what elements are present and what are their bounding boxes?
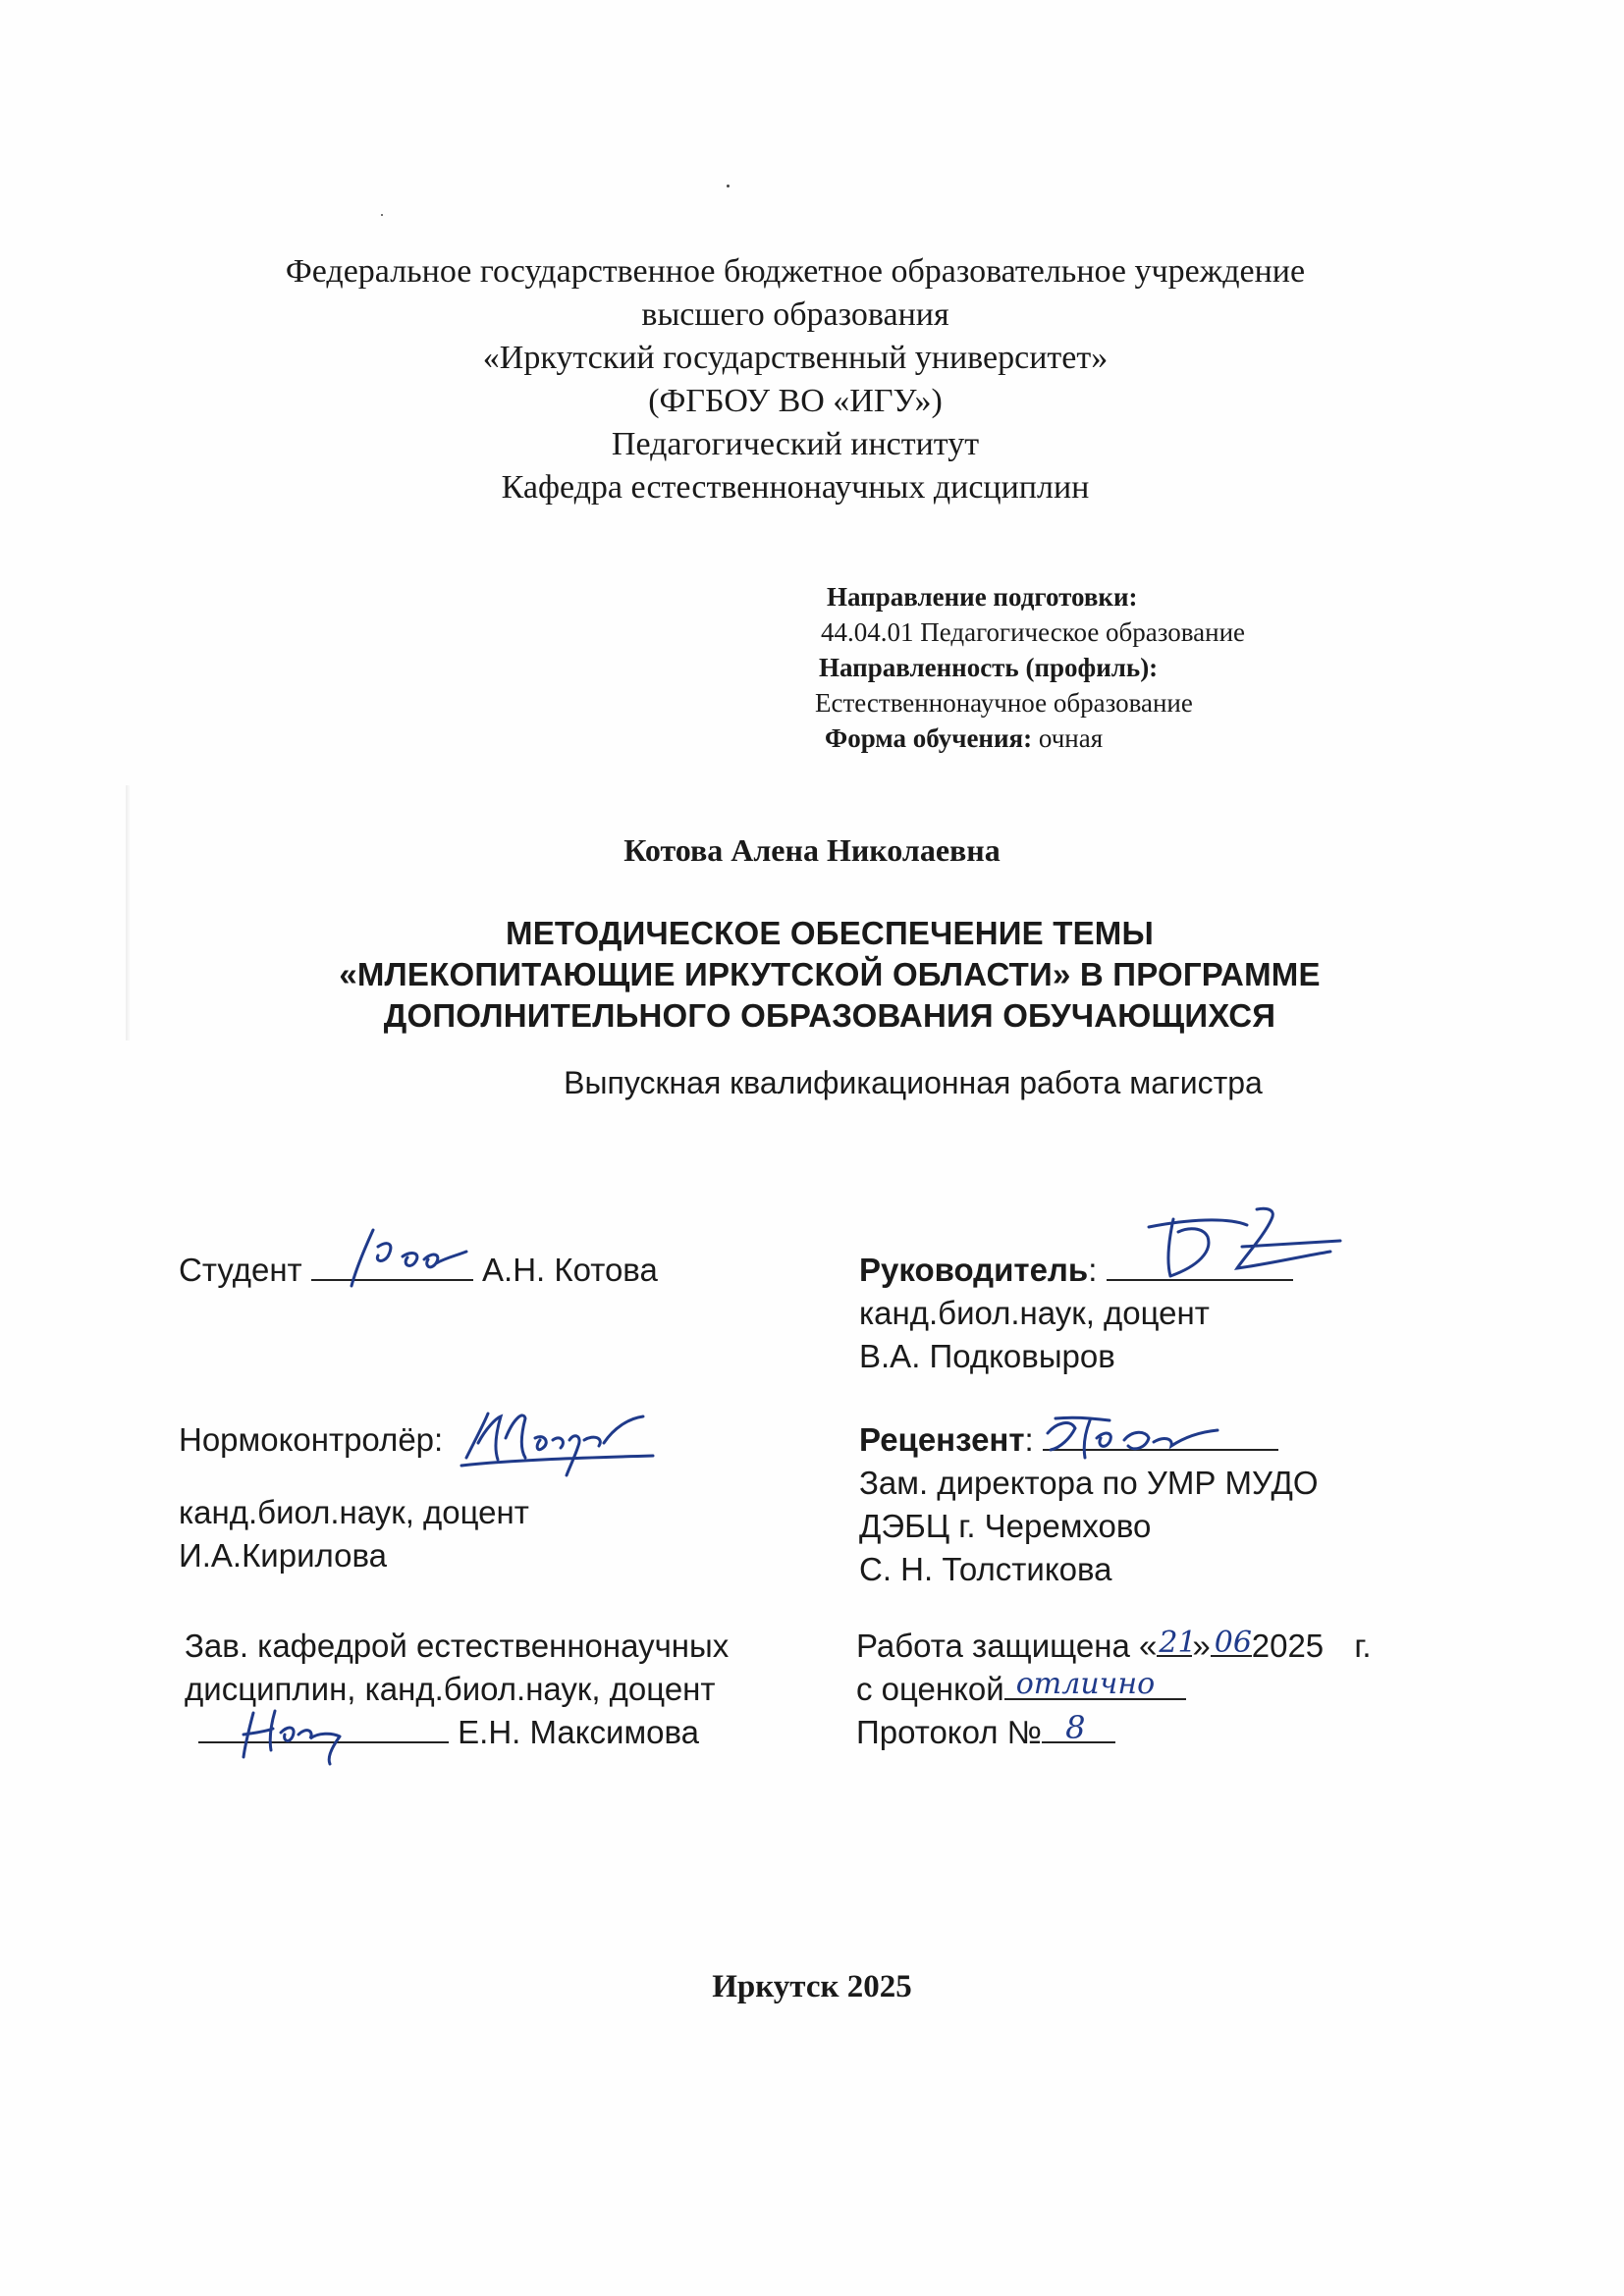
normcontrol-label: Нормоконтролёр: xyxy=(179,1421,444,1458)
reviewer-position: Зам. директора по УМР МУДО xyxy=(859,1465,1319,1501)
header-line: (ФГБОУ ВО «ИГУ») xyxy=(648,383,943,419)
defense-prefix: Работа защищена « xyxy=(856,1628,1158,1664)
supervisor-name: В.А. Подковыров xyxy=(859,1338,1115,1374)
institution-header xyxy=(137,250,1453,509)
normcontrol-name: И.А.Кирилова xyxy=(179,1537,388,1574)
defense-month: 06 xyxy=(1214,1626,1252,1660)
work-type: Выпускная квалификационная работа магистра xyxy=(564,1065,1263,1100)
defense-day: 21 xyxy=(1159,1626,1197,1660)
direction-value: 44.04.01 Педагогическое образование xyxy=(821,617,1246,647)
header-line: «Иркутский государственный университет» xyxy=(482,340,1109,376)
title-line: ДОПОЛНИТЕЛЬНОГО ОБРАЗОВАНИЯ ОБУЧАЮЩИХСЯ xyxy=(383,997,1276,1034)
supervisor-label: Руководитель xyxy=(859,1252,1089,1288)
specialty-info xyxy=(815,579,1245,756)
supervisor-label-row: Руководитель: xyxy=(859,1249,1293,1292)
scan-speck xyxy=(381,214,383,216)
defense-day-field xyxy=(1157,1626,1197,1660)
grade-row xyxy=(856,1668,1372,1711)
author-name: Котова Алена Николаевна xyxy=(623,832,1001,868)
defense-block xyxy=(856,1625,1372,1754)
student-name: А.Н. Котова xyxy=(482,1252,658,1288)
grade-label: с оценкой xyxy=(856,1671,1004,1707)
title-line: «МЛЕКОПИТАЮЩИЕ ИРКУТСКОЙ ОБЛАСТИ» В ПРОГРАММЕ xyxy=(339,956,1321,992)
defense-year: 2025 xyxy=(1251,1628,1325,1664)
title-line: МЕТОДИЧЕСКОЕ ОБЕСПЕЧЕНИЕ ТЕМЫ xyxy=(506,915,1154,951)
thesis-title xyxy=(196,913,1463,1037)
header-line: Кафедра естественнонаучных дисциплин xyxy=(501,469,1090,506)
protocol-field xyxy=(1042,1709,1115,1746)
protocol-row xyxy=(856,1711,1372,1754)
direction-label: Направление подготовки: xyxy=(827,582,1138,612)
supervisor-signature xyxy=(1129,1198,1355,1286)
head-position: Зав. кафедрой естественнонаучных xyxy=(185,1628,730,1664)
reviewer-name: С. Н. Толстикова xyxy=(859,1551,1112,1587)
reviewer-label: Рецензент xyxy=(859,1421,1025,1458)
header-line: Педагогический институт xyxy=(611,426,980,462)
head-signature xyxy=(224,1703,381,1772)
defense-month-field xyxy=(1211,1626,1252,1660)
protocol-label: Протокол № xyxy=(856,1714,1043,1750)
student-signature xyxy=(334,1222,491,1296)
grade-field xyxy=(1004,1669,1186,1700)
reviewer-label-row: Рецензент: xyxy=(859,1418,1319,1462)
scan-edge-shadow xyxy=(126,785,130,1041)
scan-speck xyxy=(727,185,730,187)
normcontrol-signature xyxy=(457,1399,663,1477)
city-year: Иркутск 2025 xyxy=(712,1969,912,2004)
head-degree: дисциплин, канд.биол.наук, доцент xyxy=(185,1671,716,1707)
study-form xyxy=(815,721,1245,756)
header-line: Федеральное государственное бюджетное образовательное учреждение xyxy=(285,253,1306,290)
supervisor-degree: канд.биол.наук, доцент xyxy=(859,1295,1210,1331)
reviewer-signature xyxy=(1036,1409,1232,1468)
form-label: Форма обучения: xyxy=(825,723,1033,753)
defense-quote-close: » xyxy=(1192,1628,1211,1664)
profile-label: Направленность (профиль): xyxy=(819,653,1159,682)
defense-date-row xyxy=(856,1625,1372,1668)
profile-value: Естественнонаучное образование xyxy=(815,688,1193,718)
reviewer-org: ДЭБЦ г. Черемхово xyxy=(859,1508,1152,1544)
protocol-number: 8 xyxy=(1065,1709,1086,1746)
head-name: Е.Н. Максимова xyxy=(458,1714,700,1750)
form-value: очная xyxy=(1038,723,1104,753)
defense-year-suffix: г. xyxy=(1354,1628,1372,1664)
student-label: Студент xyxy=(179,1252,302,1288)
header-line: высшего образования xyxy=(641,296,949,333)
grade-value: отлично xyxy=(1015,1667,1156,1701)
normcontrol-degree: канд.биол.наук, доцент xyxy=(179,1494,529,1530)
